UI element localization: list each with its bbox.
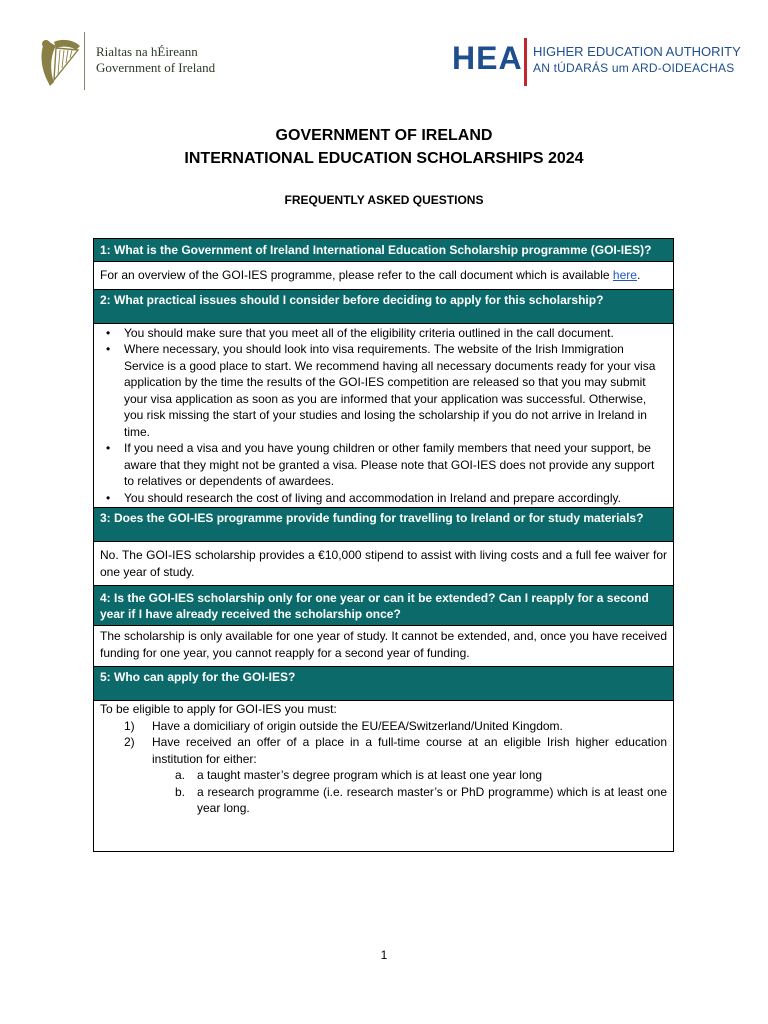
- page-number: 1: [380, 948, 388, 962]
- hea-wordmark: [533, 44, 741, 76]
- harp-icon: [36, 34, 86, 90]
- answer-1-text: For an overview of the GOI-IES programme, please refer to the call document which is available: [100, 268, 613, 282]
- document-title: [0, 124, 768, 170]
- question-3: 3: Does the GOI-IES programme provide funding for travelling to Ireland or for study materials?: [94, 508, 673, 542]
- sub-list-item: b. a research programme (i.e. research master’s or PhD programme) which is at least one year long.: [175, 784, 667, 815]
- faq-table: [93, 238, 674, 852]
- question-1: 1: What is the Government of Ireland International Education Scholarship programme (GOI-IES)?: [94, 239, 673, 262]
- gov-irish-name: Rialtas na hÉireann: [96, 44, 198, 59]
- question-5: 5: Who can apply for the GOI-IES?: [94, 667, 673, 701]
- question-4: 4: Is the GOI-IES scholarship only for one year or can it be extended? Can I reapply for a second year if I have already received the scholarship once?: [94, 586, 673, 626]
- answer-5-intro: To be eligible to apply for GOI-IES you must:: [100, 702, 337, 716]
- list-item: • If you need a visa and you have young children or other family members that need your support, be aware that they might not be granted a visa. Please note that GOI-IES does not provide any support to relatives or dependents of awardees.: [124, 440, 667, 490]
- answer-1-end: .: [636, 268, 641, 282]
- answer-1: [94, 262, 673, 290]
- list-item: 2) Have received an offer of a place in a full-time course at an eligible Irish higher education institution for either: a. a taught master’s degree program which is at least one year long b. a research programme (i.e. research master’s or PhD programme) which is at least one year long.: [124, 735, 667, 815]
- list-item: • You should make sure that you meet all of the eligibility criteria outlined in the call document.: [124, 325, 667, 342]
- hea-logo-bar: [524, 38, 527, 86]
- title-line-1: GOVERNMENT OF IRELAND: [275, 127, 493, 144]
- answer-5: [94, 701, 673, 851]
- page-header: [0, 0, 768, 100]
- answer-4: The scholarship is only available for one year of study. It cannot be extended, and, once you have received funding for one year, you cannot reapply for a second year of funding.: [94, 626, 673, 667]
- hea-english-name: HIGHER EDUCATION AUTHORITY: [533, 44, 741, 59]
- sub-list-item: a. a taught master’s degree program which is at least one year long: [175, 768, 543, 782]
- list-item: • You should research the cost of living and accommodation in Ireland and prepare accordingly.: [124, 490, 667, 507]
- title-line-2: INTERNATIONAL EDUCATION SCHOLARSHIPS 2024: [184, 150, 584, 167]
- header-divider: [84, 32, 85, 90]
- call-document-link[interactable]: here: [612, 268, 637, 282]
- document-subtitle: FREQUENTLY ASKED QUESTIONS: [284, 193, 484, 207]
- question-2: 2: What practical issues should I consider before deciding to apply for this scholarship?: [94, 290, 673, 324]
- gov-english-name: Government of Ireland: [96, 60, 216, 75]
- answer-2: [94, 324, 673, 509]
- list-item: • Where necessary, you should look into visa requirements. The website of the Irish Immigration Service is a good place to start. We recommend having all necessary documents ready for your visa application by the time the results of the GOI-IES competition are released so that you may submit your visa application as soon as you are informed that your application was successful. Otherwise, you risk missing the start of your studies and losing the scholarship if you do not arrive in Ireland in time.: [124, 341, 667, 440]
- government-wordmark: [96, 44, 215, 76]
- answer-3: No. The GOI-IES scholarship provides a €10,000 stipend to assist with living costs and a full fee waiver for one year of study.: [94, 542, 673, 586]
- hea-irish-name: AN tÚDARÁS um ARD-OIDEACHAS: [533, 61, 735, 75]
- hea-logo: HEA: [452, 40, 523, 76]
- list-item: 1) Have a domiciliary of origin outside the EU/EEA/Switzerland/United Kingdom.: [124, 718, 563, 733]
